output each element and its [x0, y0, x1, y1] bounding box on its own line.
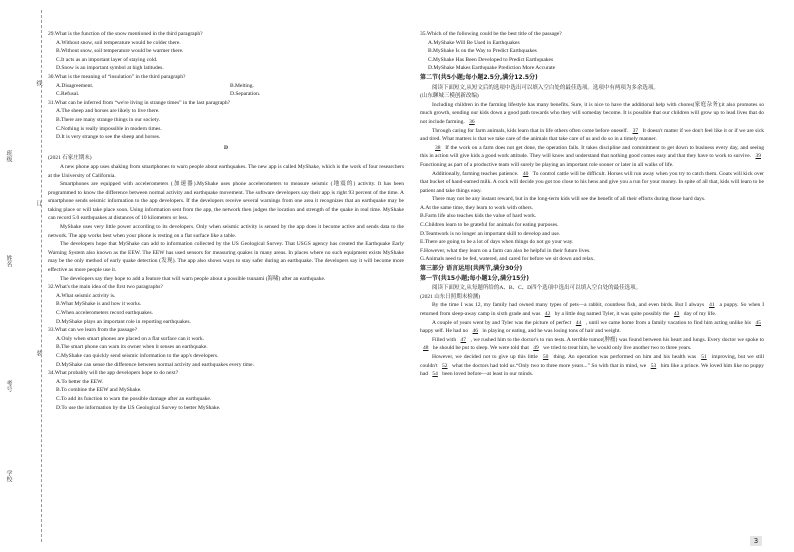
source-note: (山东聊城三模创新改编) [420, 93, 479, 100]
option: C.MyShake Has Been Developed to Predict Earthquakes [428, 56, 554, 63]
passage-paragraph: The developers hope that MyShake can add to information collected by the US Geological Survey. That USGS agency has created the Earthquake Early Warning System also known as the EEW. The EEW has used sensors for measuring quakes in many areas. In places where no such equipment exists MyShake may be the only method of early quake detection (发现). The app also shows ways to stay safer during an earthquake. The developers say it will become more effective as more people use it. [48, 241, 404, 274]
blank-47: 47 [460, 336, 467, 343]
blank-43: 43 [673, 311, 680, 317]
passage-text: Additionally, farming teaches patience. [432, 170, 519, 177]
option: B.Without snow, soil temperature would be warmer there. [56, 48, 184, 55]
margin-label-name: 姓名 [5, 255, 12, 267]
section-2-title: 第二节(共5小题;每小题2.5分,满分12.5分) [420, 73, 538, 81]
blank-51: 51 [701, 353, 707, 360]
option: A.MyShake Will Be Used in Earthquakes [428, 39, 520, 46]
passage-text: To control cattle will be difficult. Horses will run away when you try to catch them. Goats will kick over that bucket of hand-earned milk. A cock will decide you got too close to his hens and give you a run for your money. In spite of all that, kids will learn to be patient and take things easy. [420, 170, 764, 194]
option: A.What seismic activity is. [56, 292, 116, 299]
passage-paragraph: The developers say they hope to add a feature that will warn people about a possible tsunami (海啸) after an earthquake. [60, 275, 326, 282]
passage-paragraph: MyShake uses very little power according to its developers. Only when seismic activity is sensed by the app does it become active and sends data to the network. The app works best when your phone is resting on a flat surface like a table. [48, 224, 404, 239]
passage-paragraph [420, 127, 764, 144]
passage-paragraph: There may not be any instant reward, but in the long-term kids will see the benefit of all their efforts during those hard days. [432, 196, 706, 203]
cloze-text: , we rushed him to the doctor's to run tests. A terrible tumor(肿瘤) was found between his heart and lungs. Every doctor we spoke to [470, 336, 764, 343]
blank-37: 37 [632, 127, 639, 134]
blank-40: 40 [522, 170, 529, 177]
part-3-subtitle: 第一节(共15小题;每小题1分,满分15分) [420, 274, 530, 282]
cloze-text: him like a prince. We loved him like no puppy had [420, 362, 765, 378]
cloze-text: A couple of years went by and Tyler was the picture of perfect [432, 319, 572, 326]
cloze-text: happy self. He had no [420, 328, 469, 335]
option: C.When accelerometers record earthquakes. [56, 310, 153, 316]
option: A.The sheep and horses are likely to live there. [56, 108, 160, 115]
cloze-text: in playing or eating, and he was losing tons of hair and weight. [482, 328, 621, 335]
blank-41: 41 [709, 302, 715, 309]
blank-46: 46 [472, 328, 478, 335]
option: D.MyShake Makes Earthquake Prediction More Accurate [428, 65, 556, 72]
option: D.Separation. [230, 91, 261, 98]
passage-paragraph: Smartphones are equipped with accelerometers (加速器).MyShake uses phone accelerometers to measure seismic (地震的) activity. It has been programmed to know the difference between normal activity and earthquake movement. The software developers say their app is right 93 percent of the time. A smartphone sends seismic information to the app developers. If the developers receive several warnings from one area it recognizes that an earthquake may be taking place or will take place soon. Using information sent from the app, the network then judges the location and strength of the quake in real time. MyShake can record 5.0 earthquakes at distances of 10 kilometers or less. [48, 181, 404, 222]
margin-marker-line: 线 [35, 80, 42, 86]
cloze-text: , until we came home from a family vacation to find him acting unlike his [585, 319, 751, 326]
cloze-paragraph [420, 319, 764, 336]
blank-53: 53 [650, 362, 657, 369]
cloze-text: day of my life. [683, 311, 717, 317]
left-column [48, 30, 404, 412]
margin-label-school: 学校 [5, 470, 12, 482]
option: D.Teamwork is no longer an important skill to develop and use. [420, 230, 561, 237]
margin-marker-bind: 订 [35, 200, 42, 206]
option: C.Refusal. [56, 91, 80, 98]
question-31: 31.What can be inferred from “we're living in strange times” in the last paragraph? [48, 99, 231, 106]
binding-margin [0, 0, 44, 552]
options-row [48, 82, 404, 91]
question-32: 32.What's the main idea of the first two paragraphs? [48, 284, 163, 291]
cloze-text: been loved before—at least in our minds. [442, 371, 534, 378]
blank-54: 54 [432, 371, 438, 378]
blank-39: 39 [755, 153, 761, 160]
margin-label-class: 班级 [5, 150, 12, 162]
cloze-text: By the time I was 12, my family had owned many types of pets—a rabbit, countless fish, and even birds. But I always [432, 302, 705, 309]
passage-paragraph [420, 144, 764, 170]
question-34: 34.What probably will the app developers hope to do next? [48, 370, 179, 377]
option: C.Children learn to be grateful for animals for eating purposes. [420, 222, 559, 229]
source-note: (2021 山东日照期末检测) [420, 293, 481, 300]
option: D.MyShake can sense the difference between normal activity and earthquakes every time. [56, 361, 254, 368]
option: F.However, what they learn on a farm can also be helpful in their future lives. [420, 247, 591, 254]
blank-45: 45 [755, 319, 762, 326]
passage-paragraph [420, 170, 764, 196]
option: B.To combine the EEW and MyShake. [56, 387, 142, 394]
option: B.The smart phone can warn its owner when it senses an earthquake. [56, 344, 208, 351]
cloze-paragraph [420, 353, 764, 379]
passage-text: Through caring for farm animals, kids learn that in life others often come before oneself. [432, 127, 629, 134]
passage-text: Including children in the farming lifestyle has many benefits. Sure, it is nice to have the additional help with chores(家庭杂务);it also promotes so much growth, sending our kids down a good path towards who they will someday become. It is possible that our children will grow up to lead lives that do not include farming. [420, 101, 764, 125]
cloze-text: improving, but we still couldn't [420, 353, 765, 369]
part-3-title: 第三部分 语言运用(共两节,满分30分) [420, 265, 523, 273]
passage-text: Functioning as part of a productive team will surely be playing an important role sooner or later in all walks of life. [420, 161, 674, 168]
option: D.Snow is an important symbol at high latitudes. [56, 65, 164, 72]
option: C.Nothing is really impossible in modern times. [56, 125, 162, 132]
option: B.What MyShake is and how it works. [56, 301, 142, 308]
option: D.To use the information by the US Geological Survey to better MyShake. [56, 404, 221, 411]
blank-42: 42 [544, 311, 551, 317]
blank-50: 50 [542, 353, 549, 360]
page-number: 3 [750, 536, 762, 546]
cloze-text: by a little dog named Tyler, it was quite possibly the [554, 311, 670, 317]
question-33: 33.What can we learn from the passage? [48, 327, 138, 334]
blank-49: 49 [533, 345, 539, 352]
cloze-text: what the doctors had told us.“Only two to three more years...” So with that in mind, we [452, 362, 647, 369]
cloze-text: a puppy. So when I returned from sleep-away camp in sixth grade and was [420, 302, 765, 317]
option: A.Only when smart phones are placed on a flat surface can it work. [56, 335, 205, 342]
passage-paragraph [420, 101, 764, 127]
question-29: 29.What is the function of the snow mentioned in the third paragraph? [48, 31, 203, 37]
option: D.MyShake plays an important role in reporting earthquakes. [56, 318, 191, 325]
blank-44: 44 [575, 319, 582, 326]
option: G.Animals need to be fed, watered, and cared for before we sit down and relax. [420, 256, 595, 263]
option: A.Without snow, soil temperature would be colder there. [56, 39, 181, 46]
option: B.Farm life also teaches kids the value of hard work. [420, 213, 537, 220]
blank-48: 48 [423, 345, 429, 352]
blank-52: 52 [442, 362, 448, 369]
cloze-text: However, we decided not to give up this little [432, 353, 538, 360]
cloze-text: he should be put to sleep. We were told that [432, 345, 529, 352]
passage-paragraph: A new phone app uses shaking from smartphones to warn people about earthquakes. The new app is called MyShake, which is the work of four researchers at the University of California. [48, 163, 404, 179]
question-30: 30.What is the meaning of “insulation” in the third paragraph? [48, 73, 186, 80]
option: A.To better the EEW. [56, 378, 104, 385]
option: A.Disagreement. [56, 82, 94, 89]
margin-marker-pack: 装 [35, 350, 42, 356]
question-35: 35.Which of the following could be the best title of the passage? [420, 31, 562, 37]
cloze-paragraph [420, 301, 764, 318]
cloze-text: Filled with [432, 336, 457, 343]
part-3-instructions: 阅读下面短文,从每题所给的A、B、C、D四个选项中选出可以填入空白处的最佳选项。 [432, 285, 642, 292]
option: A.At the same time, they learn to work with others. [420, 204, 534, 211]
option: B.Melting. [230, 82, 254, 89]
cloze-text: thing. An operation was performed on him and his health was [553, 353, 697, 360]
option: E.There are going to be a lot of days when things do not go your way. [420, 239, 574, 246]
blank-36: 36 [469, 118, 475, 125]
passage-text: It doesn't matter if we don't feel like it or if we are sick and tired. What matters is that we take care of the animals that take care of us and do so in a timely manner. [420, 127, 765, 143]
option: C.It acts as an important layer of staying cold. [56, 56, 158, 63]
section-2-instructions: 阅读下面短文,从短文后的选项中选出可以填入空白处的最佳选项。选项中有两项为多余选项。 [432, 84, 659, 91]
passage-text: If the work on a farm does not get done, the operation fails. It takes discipline and commitment to get down to business every day, and seeing this in action will give kids a good work attitude. They will know and understand that nothing good comes easy and that they have to work to survive. [420, 144, 765, 160]
option: C.MyShake can quickly send seismic information to the app's developers. [56, 352, 219, 359]
option: D.It is very strange to see the sheep and horses. [56, 134, 161, 141]
cut-line [41, 10, 42, 542]
source-note: (2021 石家庄期末) [48, 155, 92, 162]
cloze-text: we tried to treat him, he would only live another two to three years. [543, 345, 692, 352]
option: B.MyShake Is on the Way to Predict Earthquakes [428, 48, 537, 55]
option: C.To add its function to warn the possible damage after an earthquake. [56, 395, 212, 402]
cloze-paragraph [420, 336, 764, 353]
options-row [48, 90, 404, 99]
passage-letter: D [224, 144, 228, 151]
option: B.There are many strange things in our society. [56, 116, 160, 123]
blank-38: 38 [435, 144, 441, 151]
right-column [420, 30, 764, 379]
margin-label-id: 考号 [5, 380, 12, 392]
